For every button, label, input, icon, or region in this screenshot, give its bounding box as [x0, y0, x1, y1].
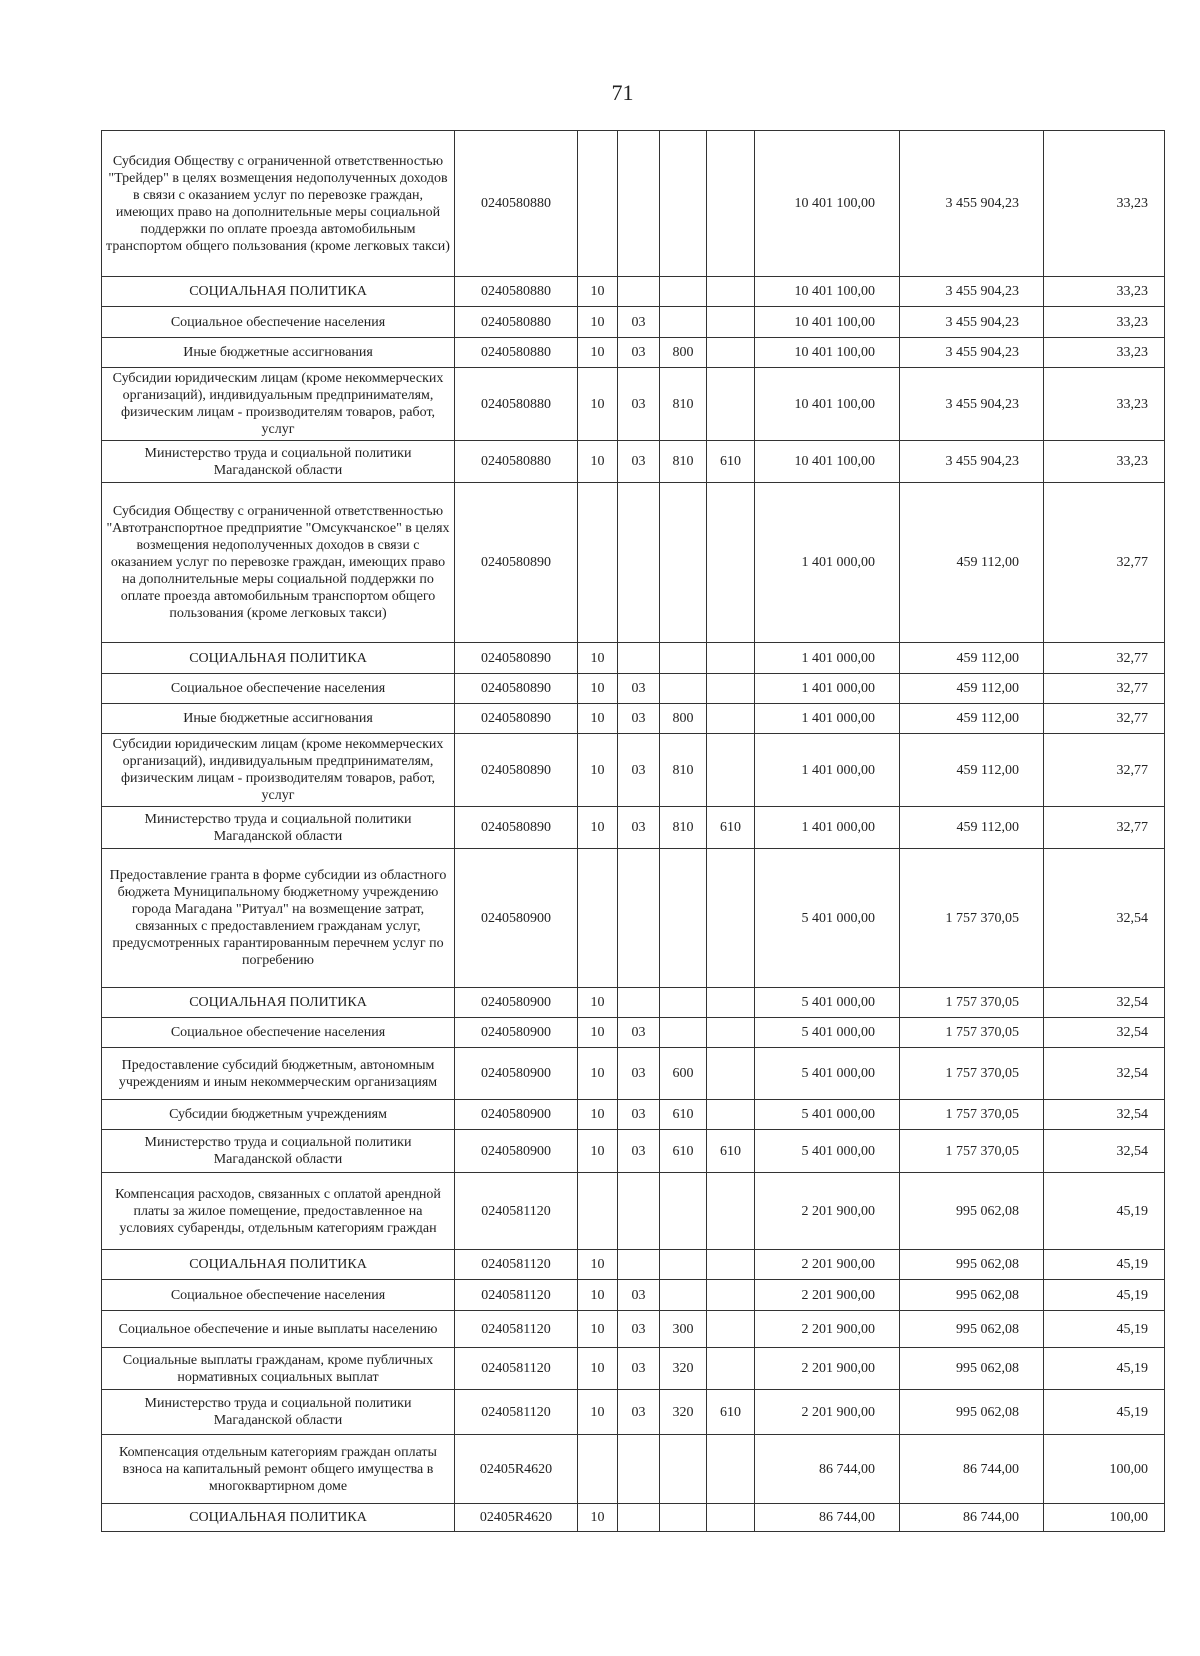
row-planned-amount: 2 201 900,00: [755, 1348, 900, 1390]
row-target-code: 0240580880: [455, 368, 578, 441]
row-executed-amount: 1 757 370,05: [900, 1048, 1044, 1100]
row-execution-percent: 32,54: [1044, 1100, 1165, 1130]
row-planned-amount: 5 401 000,00: [755, 988, 900, 1018]
row-expense-type: 810: [660, 368, 707, 441]
row-subsection: 03: [618, 307, 660, 338]
row-target-code: 0240580900: [455, 988, 578, 1018]
row-expense-type: 800: [660, 704, 707, 734]
table-row: [102, 483, 1165, 643]
row-expense-type: [660, 1250, 707, 1280]
row-name: Иные бюджетные ассигнования: [102, 704, 455, 734]
row-planned-amount: 86 744,00: [755, 1435, 900, 1504]
row-name: Субсидия Обществу с ограниченной ответственностью "Автотранспортное предприятие "Омсукчанское" в целях возмещения недополученных доходов в связи с оказанием услуг по перевозке граждан, имеющих право на дополнительные меры социальной поддержки по оплате проезда автомобильным транспортом общего пользования (кроме легковых такси): [102, 483, 455, 643]
table-row: [102, 1173, 1165, 1250]
table-row: [102, 1048, 1165, 1100]
row-executed-amount: 3 455 904,23: [900, 277, 1044, 307]
row-expense-type: [660, 1173, 707, 1250]
table-row: [102, 1435, 1165, 1504]
row-administrator-code: [707, 277, 755, 307]
row-administrator-code: [707, 734, 755, 807]
row-execution-percent: 32,54: [1044, 1048, 1165, 1100]
row-section: 10: [578, 1130, 618, 1173]
row-planned-amount: 10 401 100,00: [755, 307, 900, 338]
row-section: [578, 131, 618, 277]
row-section: 10: [578, 1280, 618, 1311]
row-section: 10: [578, 1018, 618, 1048]
table-row: [102, 368, 1165, 441]
row-executed-amount: 3 455 904,23: [900, 131, 1044, 277]
row-name: Субсидия Обществу с ограниченной ответственностью "Трейдер" в целях возмещения недополученных доходов в связи с оказанием услуг по перевозке граждан, имеющих право на дополнительные меры социальной поддержки по оплате проезда автомобильным транспортом общего пользования (кроме легковых такси): [102, 131, 455, 277]
row-planned-amount: 10 401 100,00: [755, 441, 900, 483]
row-subsection: [618, 131, 660, 277]
row-executed-amount: 86 744,00: [900, 1504, 1044, 1532]
row-execution-percent: 45,19: [1044, 1173, 1165, 1250]
row-section: 10: [578, 307, 618, 338]
row-name: Министерство труда и социальной политики Магаданской области: [102, 441, 455, 483]
row-expense-type: [660, 277, 707, 307]
row-executed-amount: 995 062,08: [900, 1173, 1044, 1250]
row-name: Компенсация отдельным категориям граждан оплаты взноса на капитальный ремонт общего имущества в многоквартирном доме: [102, 1435, 455, 1504]
row-administrator-code: [707, 483, 755, 643]
row-target-code: 02405R4620: [455, 1504, 578, 1532]
row-section: 10: [578, 704, 618, 734]
row-administrator-code: [707, 1173, 755, 1250]
row-execution-percent: 32,54: [1044, 1018, 1165, 1048]
row-planned-amount: 1 401 000,00: [755, 734, 900, 807]
row-target-code: 0240581120: [455, 1280, 578, 1311]
table-row: [102, 988, 1165, 1018]
row-target-code: 0240580900: [455, 849, 578, 988]
row-planned-amount: 10 401 100,00: [755, 368, 900, 441]
row-executed-amount: 1 757 370,05: [900, 988, 1044, 1018]
row-section: 10: [578, 338, 618, 368]
row-execution-percent: 32,54: [1044, 1130, 1165, 1173]
row-expense-type: 810: [660, 807, 707, 849]
table-row: [102, 441, 1165, 483]
row-planned-amount: 2 201 900,00: [755, 1311, 900, 1348]
row-administrator-code: 610: [707, 1390, 755, 1435]
row-executed-amount: 995 062,08: [900, 1348, 1044, 1390]
row-executed-amount: 995 062,08: [900, 1250, 1044, 1280]
row-executed-amount: 459 112,00: [900, 734, 1044, 807]
row-expense-type: 610: [660, 1130, 707, 1173]
table-row: [102, 1311, 1165, 1348]
row-subsection: 03: [618, 1311, 660, 1348]
table-row: [102, 1390, 1165, 1435]
row-name: Социальное обеспечение и иные выплаты населению: [102, 1311, 455, 1348]
row-administrator-code: [707, 988, 755, 1018]
row-section: 10: [578, 277, 618, 307]
row-execution-percent: 32,77: [1044, 734, 1165, 807]
row-subsection: [618, 483, 660, 643]
row-section: 10: [578, 1504, 618, 1532]
row-subsection: 03: [618, 1130, 660, 1173]
row-section: [578, 483, 618, 643]
row-subsection: 03: [618, 441, 660, 483]
row-execution-percent: 32,54: [1044, 988, 1165, 1018]
row-execution-percent: 45,19: [1044, 1250, 1165, 1280]
row-planned-amount: 5 401 000,00: [755, 1130, 900, 1173]
row-target-code: 0240580890: [455, 704, 578, 734]
row-subsection: [618, 1435, 660, 1504]
row-target-code: 0240580900: [455, 1100, 578, 1130]
table-row: [102, 734, 1165, 807]
row-executed-amount: 1 757 370,05: [900, 849, 1044, 988]
row-execution-percent: 33,23: [1044, 131, 1165, 277]
row-executed-amount: 3 455 904,23: [900, 441, 1044, 483]
row-target-code: 0240580880: [455, 277, 578, 307]
row-target-code: 0240580890: [455, 483, 578, 643]
row-target-code: 02405R4620: [455, 1435, 578, 1504]
row-target-code: 0240581120: [455, 1250, 578, 1280]
row-target-code: 0240580900: [455, 1130, 578, 1173]
table-row: [102, 1348, 1165, 1390]
row-subsection: 03: [618, 734, 660, 807]
row-subsection: [618, 1173, 660, 1250]
table-row: [102, 131, 1165, 277]
row-administrator-code: [707, 1311, 755, 1348]
row-subsection: [618, 643, 660, 674]
row-subsection: 03: [618, 1390, 660, 1435]
row-name: Министерство труда и социальной политики Магаданской области: [102, 1390, 455, 1435]
row-section: 10: [578, 807, 618, 849]
row-subsection: 03: [618, 1018, 660, 1048]
table-row: [102, 1130, 1165, 1173]
row-target-code: 0240580900: [455, 1048, 578, 1100]
row-execution-percent: 45,19: [1044, 1390, 1165, 1435]
row-name: Социальное обеспечение населения: [102, 674, 455, 704]
row-planned-amount: 2 201 900,00: [755, 1250, 900, 1280]
row-expense-type: 810: [660, 734, 707, 807]
row-name: СОЦИАЛЬНАЯ ПОЛИТИКА: [102, 277, 455, 307]
row-name: Компенсация расходов, связанных с оплатой арендной платы за жилое помещение, предоставленное на условиях субаренды, отдельным категориям граждан: [102, 1173, 455, 1250]
row-name: СОЦИАЛЬНАЯ ПОЛИТИКА: [102, 988, 455, 1018]
row-administrator-code: [707, 643, 755, 674]
row-planned-amount: 2 201 900,00: [755, 1280, 900, 1311]
row-planned-amount: 1 401 000,00: [755, 643, 900, 674]
table-row: [102, 1504, 1165, 1532]
row-section: 10: [578, 1390, 618, 1435]
row-subsection: [618, 988, 660, 1018]
row-execution-percent: 32,77: [1044, 643, 1165, 674]
row-expense-type: 800: [660, 338, 707, 368]
row-planned-amount: 10 401 100,00: [755, 131, 900, 277]
row-execution-percent: 32,77: [1044, 483, 1165, 643]
table-row: [102, 338, 1165, 368]
row-execution-percent: 100,00: [1044, 1504, 1165, 1532]
row-target-code: 0240580890: [455, 674, 578, 704]
row-target-code: 0240580880: [455, 441, 578, 483]
row-section: 10: [578, 734, 618, 807]
row-executed-amount: 995 062,08: [900, 1390, 1044, 1435]
row-administrator-code: [707, 704, 755, 734]
row-section: 10: [578, 1311, 618, 1348]
row-execution-percent: 32,77: [1044, 704, 1165, 734]
row-planned-amount: 5 401 000,00: [755, 1048, 900, 1100]
row-planned-amount: 10 401 100,00: [755, 338, 900, 368]
row-executed-amount: 1 757 370,05: [900, 1018, 1044, 1048]
row-administrator-code: 610: [707, 441, 755, 483]
row-name: СОЦИАЛЬНАЯ ПОЛИТИКА: [102, 1250, 455, 1280]
row-target-code: 0240580890: [455, 807, 578, 849]
row-expense-type: [660, 1435, 707, 1504]
row-execution-percent: 45,19: [1044, 1348, 1165, 1390]
row-expense-type: 610: [660, 1100, 707, 1130]
row-subsection: 03: [618, 704, 660, 734]
row-subsection: [618, 1250, 660, 1280]
row-planned-amount: 10 401 100,00: [755, 277, 900, 307]
row-executed-amount: 3 455 904,23: [900, 338, 1044, 368]
row-administrator-code: [707, 1250, 755, 1280]
row-target-code: 0240580890: [455, 643, 578, 674]
row-administrator-code: [707, 1435, 755, 1504]
row-administrator-code: [707, 368, 755, 441]
row-target-code: 0240580900: [455, 1018, 578, 1048]
table-row: [102, 674, 1165, 704]
table-row: [102, 307, 1165, 338]
row-planned-amount: 2 201 900,00: [755, 1390, 900, 1435]
row-target-code: 0240580880: [455, 131, 578, 277]
row-planned-amount: 86 744,00: [755, 1504, 900, 1532]
row-name: Субсидии бюджетным учреждениям: [102, 1100, 455, 1130]
row-expense-type: 320: [660, 1390, 707, 1435]
row-expense-type: [660, 483, 707, 643]
row-section: 10: [578, 1348, 618, 1390]
row-name: Социальное обеспечение населения: [102, 1018, 455, 1048]
row-target-code: 0240580880: [455, 307, 578, 338]
row-name: Предоставление гранта в форме субсидии из областного бюджета Муниципальному бюджетному учреждению города Магадана "Ритуал" на возмещение затрат, связанных с предоставлением гражданам услуг, предусмотренных гарантированным перечнем услуг по погребению: [102, 849, 455, 988]
table-row: [102, 643, 1165, 674]
row-execution-percent: 45,19: [1044, 1311, 1165, 1348]
row-administrator-code: [707, 1504, 755, 1532]
page-number: 71: [611, 80, 634, 105]
table-row: [102, 807, 1165, 849]
table-row: [102, 277, 1165, 307]
row-execution-percent: 32,54: [1044, 849, 1165, 988]
row-administrator-code: [707, 1100, 755, 1130]
row-subsection: 03: [618, 674, 660, 704]
row-subsection: [618, 849, 660, 988]
row-executed-amount: 3 455 904,23: [900, 307, 1044, 338]
row-section: 10: [578, 1100, 618, 1130]
budget-execution-table: [101, 130, 1165, 1532]
row-section: 10: [578, 368, 618, 441]
row-execution-percent: 32,77: [1044, 807, 1165, 849]
row-administrator-code: [707, 1280, 755, 1311]
row-target-code: 0240581120: [455, 1390, 578, 1435]
row-name: СОЦИАЛЬНАЯ ПОЛИТИКА: [102, 643, 455, 674]
row-subsection: 03: [618, 338, 660, 368]
table-row: [102, 1250, 1165, 1280]
row-administrator-code: [707, 338, 755, 368]
row-expense-type: [660, 131, 707, 277]
row-planned-amount: 5 401 000,00: [755, 1100, 900, 1130]
row-expense-type: [660, 1018, 707, 1048]
row-executed-amount: 459 112,00: [900, 674, 1044, 704]
row-executed-amount: 459 112,00: [900, 807, 1044, 849]
row-name: Субсидии юридическим лицам (кроме некоммерческих организаций), индивидуальным предпринимателям, физическим лицам - производителям товаров, работ, услуг: [102, 734, 455, 807]
row-name: Иные бюджетные ассигнования: [102, 338, 455, 368]
row-target-code: 0240580880: [455, 338, 578, 368]
row-section: 10: [578, 643, 618, 674]
row-execution-percent: 45,19: [1044, 1280, 1165, 1311]
row-expense-type: [660, 849, 707, 988]
row-executed-amount: 1 757 370,05: [900, 1100, 1044, 1130]
row-execution-percent: 33,23: [1044, 277, 1165, 307]
row-subsection: 03: [618, 1048, 660, 1100]
row-administrator-code: [707, 1048, 755, 1100]
table-row: [102, 1018, 1165, 1048]
row-administrator-code: 610: [707, 807, 755, 849]
row-name: Министерство труда и социальной политики Магаданской области: [102, 1130, 455, 1173]
row-expense-type: 320: [660, 1348, 707, 1390]
row-section: [578, 849, 618, 988]
row-section: 10: [578, 988, 618, 1018]
row-expense-type: 300: [660, 1311, 707, 1348]
row-expense-type: [660, 1280, 707, 1311]
table-row: [102, 1100, 1165, 1130]
row-administrator-code: 610: [707, 1130, 755, 1173]
row-executed-amount: 459 112,00: [900, 704, 1044, 734]
row-executed-amount: 3 455 904,23: [900, 368, 1044, 441]
row-administrator-code: [707, 849, 755, 988]
row-name: Социальное обеспечение населения: [102, 307, 455, 338]
table-row: [102, 1280, 1165, 1311]
row-execution-percent: 33,23: [1044, 338, 1165, 368]
row-subsection: 03: [618, 1100, 660, 1130]
row-section: [578, 1435, 618, 1504]
row-expense-type: [660, 307, 707, 338]
row-administrator-code: [707, 1018, 755, 1048]
row-section: 10: [578, 1048, 618, 1100]
row-executed-amount: 995 062,08: [900, 1280, 1044, 1311]
row-subsection: [618, 277, 660, 307]
row-name: СОЦИАЛЬНАЯ ПОЛИТИКА: [102, 1504, 455, 1532]
row-section: [578, 1173, 618, 1250]
row-expense-type: 600: [660, 1048, 707, 1100]
row-expense-type: [660, 643, 707, 674]
row-execution-percent: 33,23: [1044, 368, 1165, 441]
row-executed-amount: 86 744,00: [900, 1435, 1044, 1504]
row-expense-type: [660, 674, 707, 704]
row-name: Министерство труда и социальной политики Магаданской области: [102, 807, 455, 849]
row-administrator-code: [707, 1348, 755, 1390]
table-row: [102, 704, 1165, 734]
row-executed-amount: 459 112,00: [900, 643, 1044, 674]
row-planned-amount: 1 401 000,00: [755, 674, 900, 704]
row-target-code: 0240581120: [455, 1173, 578, 1250]
row-administrator-code: [707, 131, 755, 277]
row-planned-amount: 5 401 000,00: [755, 1018, 900, 1048]
row-subsection: 03: [618, 1348, 660, 1390]
row-executed-amount: 1 757 370,05: [900, 1130, 1044, 1173]
row-section: 10: [578, 1250, 618, 1280]
row-section: 10: [578, 674, 618, 704]
row-executed-amount: 995 062,08: [900, 1311, 1044, 1348]
row-expense-type: [660, 1504, 707, 1532]
row-target-code: 0240581120: [455, 1348, 578, 1390]
row-name: Социальное обеспечение населения: [102, 1280, 455, 1311]
row-planned-amount: 1 401 000,00: [755, 483, 900, 643]
row-name: Предоставление субсидий бюджетным, автономным учреждениям и иным некоммерческим организациям: [102, 1048, 455, 1100]
row-target-code: 0240581120: [455, 1311, 578, 1348]
row-target-code: 0240580890: [455, 734, 578, 807]
row-subsection: [618, 1504, 660, 1532]
row-planned-amount: 5 401 000,00: [755, 849, 900, 988]
row-execution-percent: 100,00: [1044, 1435, 1165, 1504]
row-subsection: 03: [618, 807, 660, 849]
row-planned-amount: 1 401 000,00: [755, 807, 900, 849]
row-execution-percent: 33,23: [1044, 307, 1165, 338]
row-section: 10: [578, 441, 618, 483]
row-executed-amount: 459 112,00: [900, 483, 1044, 643]
row-expense-type: 810: [660, 441, 707, 483]
row-execution-percent: 32,77: [1044, 674, 1165, 704]
row-planned-amount: 1 401 000,00: [755, 704, 900, 734]
row-subsection: 03: [618, 1280, 660, 1311]
row-name: Социальные выплаты гражданам, кроме публичных нормативных социальных выплат: [102, 1348, 455, 1390]
table-row: [102, 849, 1165, 988]
row-name: Субсидии юридическим лицам (кроме некоммерческих организаций), индивидуальным предпринимателям, физическим лицам - производителям товаров, работ, услуг: [102, 368, 455, 441]
row-planned-amount: 2 201 900,00: [755, 1173, 900, 1250]
row-subsection: 03: [618, 368, 660, 441]
row-administrator-code: [707, 307, 755, 338]
row-execution-percent: 33,23: [1044, 441, 1165, 483]
row-administrator-code: [707, 674, 755, 704]
row-expense-type: [660, 988, 707, 1018]
